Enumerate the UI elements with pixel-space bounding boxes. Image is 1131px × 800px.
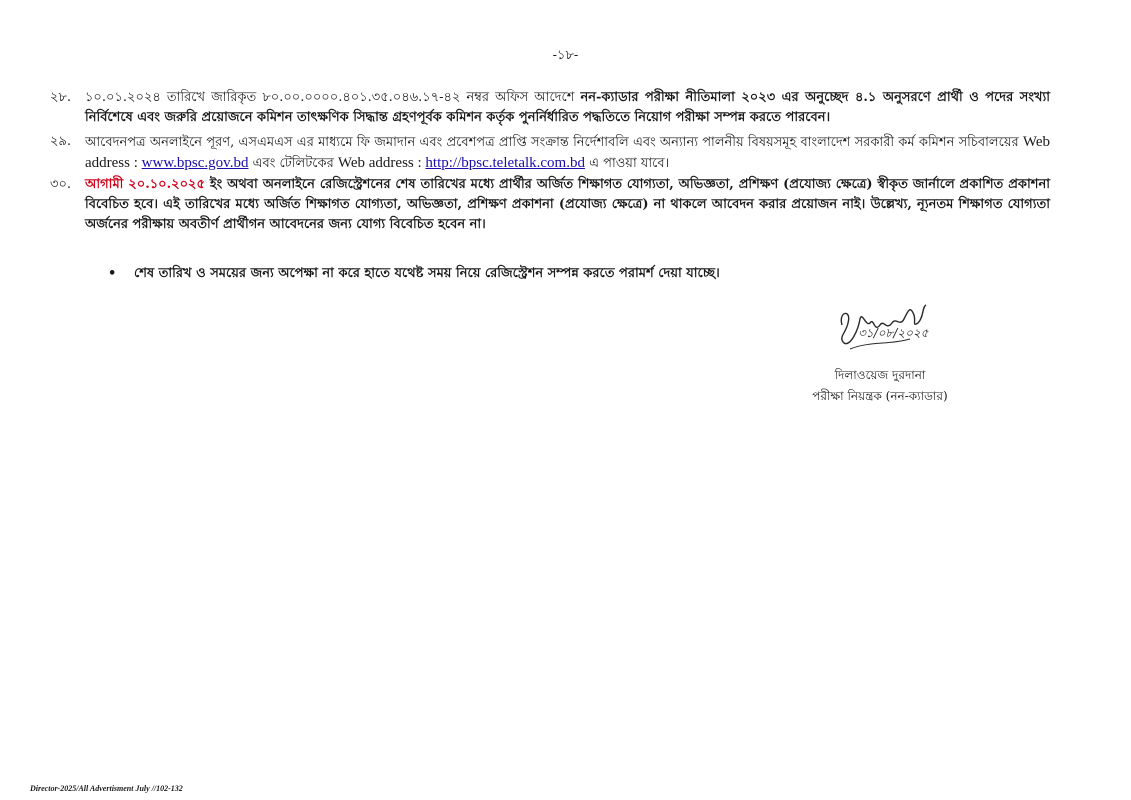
bpsc-website-link[interactable]: www.bpsc.gov.bd xyxy=(141,155,249,171)
signatory-name: দিলাওয়েজ দুরদানা xyxy=(834,368,926,382)
clause-30 xyxy=(50,175,1050,235)
clause-text-plain: ১০.০১.২০২৪ তারিখে জারিকৃত ৮০.০০.০০০০.৪০১.৩৫.০৪৬.১৭-৪২ নম্বর অফিস আদেশে xyxy=(85,90,581,105)
footer-reference: Director-2025/All Advertisment July //102-132 xyxy=(30,784,183,793)
clause-text-bold: ইং অথবা অনলাইনে রেজিস্ট্রেশনের শেষ তারিখের মধ্যে প্রার্থীর অর্জিত শিক্ষাগত যোগ্যতা, অভিজ্ঞতা, প্রশিক্ষণ (প্রযোজ্য ক্ষেত্রে) স্বীকৃত জার্নালে প্রকাশিত প্রকাশনা বিবেচিত হবে। এই তারিখের মধ্যে অর্জিত শিক্ষাগত যোগ্যতা, অভিজ্ঞতা, প্রশিক্ষণ প্রকাশনা (প্রযোজ্য ক্ষেত্রে) না থাকলে আবেদন করার প্রয়োজন নাই। উল্লেখ্য, ন্যূনতম শিক্ষাগত যোগ্যতা অর্জনের পরীক্ষায় অবতীর্ণ প্রার্থীগন আবেদনের জন্য যোগ্য বিবেচিত হবেন না। xyxy=(85,177,1050,232)
advice-bullet xyxy=(108,264,808,284)
signature-date: ৩১/০৮/২০২৫ xyxy=(858,326,929,340)
handwritten-signature xyxy=(830,297,960,357)
clause-text-part: এবং টেলিটকের xyxy=(248,156,338,171)
clause-number: ২৮. xyxy=(50,90,72,105)
clause-text-bold: নন-ক্যাডার পরীক্ষা নীতিমালা ২০২৩ এর অনুচ্ছেদ ৪.১ অনুসরণে প্রার্থী ও পদের সংখ্যা নির্বিশেষে এবং জরুরি প্রয়োজনে কমিশন তাৎক্ষণিক সিদ্ধান্ত গ্রহণপূর্বক কমিশন কর্তৃক পুনর্নির্ধারিত পদ্ধতিতে নিয়োগ পরীক্ষা সম্পন্ন করতে পারবেন। xyxy=(85,90,1051,125)
clause-text-part: আবেদনপত্র অনলাইনে পূরণ, এসএমএস এর মাধ্যমে ফি জমাদান এবং প্রবেশপত্র প্রাপ্তি সংক্রান্ত নির্দেশাবলি এবং অন্যান্য পালনীয় বিষয়সমূহ বাংলাদেশ সরকারী কর্ম কমিশন সচিবালয়ের xyxy=(85,135,1023,150)
clause-29 xyxy=(50,132,1050,174)
advice-text: শেষ তারিখ ও সময়ের জন্য অপেক্ষা না করে হাতে যথেষ্ট সময় নিয়ে রেজিস্ট্রেশন সম্পন্ন করতে পরামর্শ দেয়া যাচ্ছে। xyxy=(134,266,720,281)
clause-number: ৩০. xyxy=(50,177,72,192)
clause-number: ২৯. xyxy=(50,134,72,149)
signatory-title: পরীক্ষা নিয়ন্ত্রক (নন-ক্যাডার) xyxy=(812,389,948,403)
clause-text xyxy=(85,88,1050,128)
web-address-label: Web address : xyxy=(85,134,1050,171)
clause-text-part: এ পাওয়া যাবে। xyxy=(584,156,670,171)
clause-text xyxy=(85,175,1050,235)
deadline-date: আগামী ২০.১০.২০২৫ xyxy=(85,177,205,192)
page-number: -১৮- xyxy=(552,48,579,63)
web-address-label: Web address : xyxy=(337,155,426,171)
clause-text xyxy=(85,132,1050,174)
clause-28 xyxy=(50,88,1050,128)
teletalk-website-link[interactable]: http://bpsc.teletalk.com.bd xyxy=(425,155,585,171)
bullet-icon: • xyxy=(108,266,117,281)
signature-graphic xyxy=(830,297,960,357)
